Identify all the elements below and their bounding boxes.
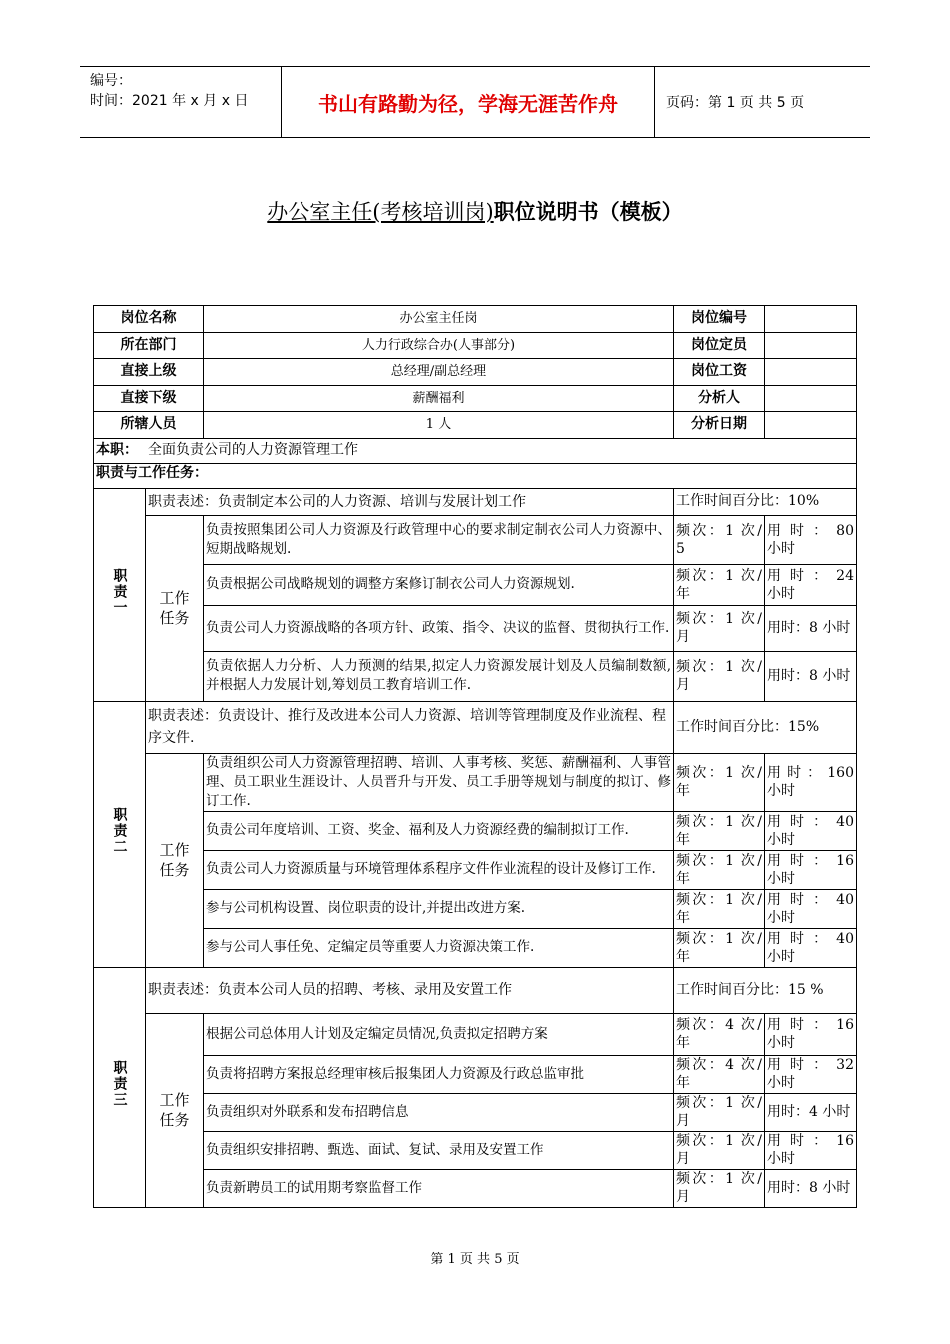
- header-number: 编号：: [90, 73, 132, 89]
- task-time: 用 时 ： 40 小时: [765, 928, 857, 967]
- task-text: 负责按照集团公司人力资源及行政管理中心的要求制定制衣公司人力资源中、短期战略规划.: [204, 515, 674, 564]
- task-time: 用 时 ： 16 小时: [765, 1131, 857, 1169]
- duty-description: 职责表述：负责制定本公司的人力资源、培训与发展计划工作: [146, 488, 674, 515]
- header-motto: 书山有路勤为径，学海无涯苦作舟: [282, 67, 655, 137]
- task-text: 负责将招聘方案报总经理审核后报集团人力资源及行政总监审批: [204, 1055, 674, 1093]
- table-row: [94, 701, 857, 753]
- task-text: 参与公司人事任免、定编定员等重要人力资源决策工作.: [204, 928, 674, 967]
- header-time: 时间：2021 年 x 月 x 日: [90, 93, 249, 109]
- task-frequency: 频次：1 次/年: [674, 889, 765, 928]
- core-duty-row: [94, 438, 857, 463]
- task-text: 负责新聘员工的试用期考察监督工作: [204, 1169, 674, 1207]
- title-part1: 办公室主任(考核培训岗): [267, 200, 494, 224]
- task-frequency: 频次：1 次/年: [674, 564, 765, 605]
- field-value: [765, 385, 857, 412]
- task-frequency: 频次：4 次/年: [674, 1055, 765, 1093]
- task-time: 用 时 ： 80 小时: [765, 515, 857, 564]
- table-row: [94, 385, 857, 412]
- work-tasks-text: 工作任务: [159, 589, 190, 627]
- table-row: [94, 564, 857, 605]
- field-value: [765, 359, 857, 386]
- table-row: [94, 488, 857, 515]
- duty-description: 职责表述：负责本公司人员的招聘、考核、录用及安置工作: [146, 967, 674, 1013]
- table-row: [94, 332, 857, 359]
- task-text: 负责依据人力分析、人力预测的结果,拟定人力资源发展计划及人员编制数额,并根据人力发展计划,筹划员工教育培训工作.: [204, 651, 674, 701]
- core-duty-label: 本职：: [96, 441, 138, 458]
- table-row: [94, 811, 857, 850]
- field-label: 直接上级: [94, 359, 204, 386]
- task-text: 参与公司机构设置、岗位职责的设计,并提出改进方案.: [204, 889, 674, 928]
- header-meta: [80, 67, 282, 137]
- field-value: 总经理/副总经理: [204, 359, 674, 386]
- document-title: [0, 196, 950, 226]
- task-frequency: 频次：4 次/年: [674, 1013, 765, 1055]
- table-row: [94, 412, 857, 439]
- table-row: [94, 889, 857, 928]
- task-text: 负责组织公司人力资源管理招聘、培训、人事考核、奖惩、薪酬福利、人事管理、员工职业生涯设计、人员晋升与开发、员工手册等规划与制度的拟订、修订工作.: [204, 753, 674, 811]
- field-label: 直接下级: [94, 385, 204, 412]
- task-frequency: 频次：1 次/年: [674, 850, 765, 889]
- field-value: [765, 306, 857, 333]
- task-frequency: 频次：1 次/月: [674, 1169, 765, 1207]
- task-frequency: 频次：1 次/月: [674, 1131, 765, 1169]
- duty-time-percent: 工作时间百分比：15%: [674, 701, 857, 753]
- work-tasks-label: [146, 1013, 204, 1207]
- table-row: [94, 850, 857, 889]
- duty-name: 职责二: [111, 807, 128, 855]
- task-text: 根据公司总体用人计划及定编定员情况,负责拟定招聘方案: [204, 1013, 674, 1055]
- field-value: [765, 332, 857, 359]
- duty-time-percent: 工作时间百分比：15 %: [674, 967, 857, 1013]
- task-frequency: 频次：1 次/ 月: [674, 1093, 765, 1131]
- task-frequency: 频次：1 次/月: [674, 651, 765, 701]
- header-page: 页码：第 1 页 共 5 页: [666, 95, 805, 111]
- task-time: 用 时 ： 16 小时: [765, 1013, 857, 1055]
- table-row: [94, 515, 857, 564]
- title-part2: 职位说明书（模板）: [493, 199, 683, 224]
- table-row: [94, 1013, 857, 1055]
- table-row: [94, 1131, 857, 1169]
- work-tasks-text: 工作任务: [159, 841, 190, 879]
- task-time: 用时：8 小时: [765, 605, 857, 651]
- field-label: 岗位定员: [674, 332, 765, 359]
- table-row: [94, 605, 857, 651]
- task-frequency: 频次：1 次/月: [674, 605, 765, 651]
- job-description-table: [93, 305, 857, 1208]
- task-time: 用时：4 小时: [765, 1093, 857, 1131]
- field-label: 所在部门: [94, 332, 204, 359]
- table-row: [94, 1093, 857, 1131]
- table-row: [94, 463, 857, 488]
- duty-name: 职责一: [111, 567, 128, 616]
- field-label: 所辖人员: [94, 412, 204, 439]
- duty-label: [94, 967, 146, 1207]
- work-tasks-label: [146, 515, 204, 701]
- duty-label: [94, 488, 146, 701]
- duty-name: 职责三: [111, 1060, 128, 1108]
- task-time: 用 时 ： 40 小时: [765, 811, 857, 850]
- task-time: 用时：8 小时: [765, 1169, 857, 1207]
- task-text: 负责公司人力资源战略的各项方针、政策、指令、决议的监督、贯彻执行工作.: [204, 605, 674, 651]
- table-row: [94, 753, 857, 811]
- duty-description: 职责表述：负责设计、推行及改进本公司人力资源、培训等管理制度及作业流程、程序文件.: [146, 701, 674, 753]
- task-time: 用 时 ： 24 小时: [765, 564, 857, 605]
- page-footer: 第 1 页 共 5 页: [430, 1252, 520, 1267]
- task-frequency: 频次：1 次/ 5: [674, 515, 765, 564]
- task-frequency: 频次：1 次/年: [674, 811, 765, 850]
- field-label: 分析人: [674, 385, 765, 412]
- task-text: 负责根据公司战略规划的调整方案修订制衣公司人力资源规划.: [204, 564, 674, 605]
- field-value: [765, 412, 857, 439]
- task-frequency: 频次：1 次/年: [674, 928, 765, 967]
- work-tasks-label: [146, 753, 204, 967]
- duty-label: [94, 701, 146, 967]
- field-value: 1 人: [204, 412, 674, 439]
- field-label: 岗位编号: [674, 306, 765, 333]
- table-row: [94, 359, 857, 386]
- task-text: 负责组织对外联系和发布招聘信息: [204, 1093, 674, 1131]
- duties-title: 职责与工作任务：: [94, 463, 857, 488]
- task-text: 负责公司年度培训、工资、奖金、福利及人力资源经费的编制拟订工作.: [204, 811, 674, 850]
- task-text: 负责公司人力资源质量与环境管理体系程序文件作业流程的设计及修订工作.: [204, 850, 674, 889]
- task-time: 用 时 ： 40 小时: [765, 889, 857, 928]
- task-time: 用 时 ： 160 小时: [765, 753, 857, 811]
- table-row: [94, 1169, 857, 1207]
- page-header: [80, 66, 870, 138]
- table-row: [94, 967, 857, 1013]
- task-frequency: 频次：1 次/年: [674, 753, 765, 811]
- duty-time-percent: 工作时间百分比：10%: [674, 488, 857, 515]
- task-text: 负责组织安排招聘、甄选、面试、复试、录用及安置工作: [204, 1131, 674, 1169]
- field-label: 岗位工资: [674, 359, 765, 386]
- table-row: [94, 438, 857, 463]
- table-row: [94, 1055, 857, 1093]
- core-duty-text: 全面负责公司的人力资源管理工作: [148, 441, 358, 458]
- field-value: 办公室主任岗: [204, 306, 674, 333]
- table-row: [94, 306, 857, 333]
- field-label: 分析日期: [674, 412, 765, 439]
- field-value: 薪酬福利: [204, 385, 674, 412]
- table-row: [94, 651, 857, 701]
- field-label: 岗位名称: [94, 306, 204, 333]
- task-time: 用 时 ： 32 小时: [765, 1055, 857, 1093]
- task-time: 用时：8 小时: [765, 651, 857, 701]
- task-time: 用 时 ： 16 小时: [765, 850, 857, 889]
- work-tasks-text: 工作任务: [159, 1091, 190, 1129]
- table-row: [94, 928, 857, 967]
- field-value: 人力行政综合办(人事部分): [204, 332, 674, 359]
